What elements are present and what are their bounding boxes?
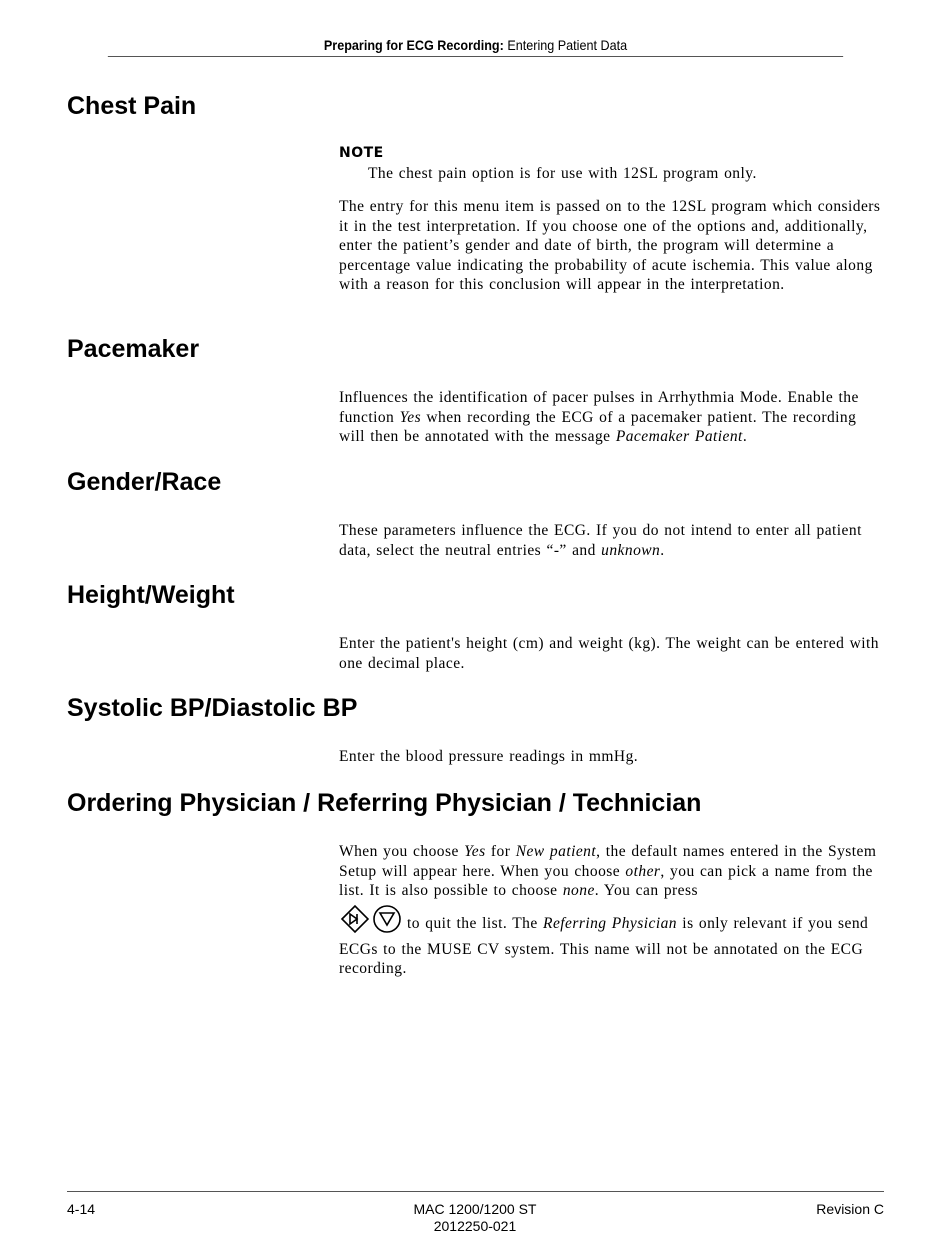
option-unknown: unknown — [601, 541, 661, 559]
blood-pressure-body: Enter the blood pressure readings in mmHg. — [339, 748, 639, 765]
note-label: NOTE — [339, 145, 384, 161]
heading-gender-race: Gender/Race — [67, 468, 222, 496]
heading-physicians: Ordering Physician / Referring Physician / Technician — [67, 789, 702, 817]
footer-part-number: 2012250-021 — [433, 1218, 517, 1234]
heading-pacemaker: Pacemaker — [67, 335, 200, 363]
message-pacemaker-patient: Pacemaker Patient — [615, 428, 743, 445]
footer-page-number: 4-14 — [67, 1201, 96, 1217]
heading-blood-pressure: Systolic BP/Diastolic BP — [67, 694, 358, 722]
pacemaker-body: Influences the identification of pacer pulses in Arrhythmia Mode. Enable the function Yes when recording the ECG of a pacemaker patient. The recording will then be annotated with the message Pacemaker Patient. — [339, 389, 859, 445]
heading-height-weight: Height/Weight — [67, 581, 235, 609]
diamond-arrow-key-icon — [342, 906, 368, 932]
footer-revision: Revision C — [816, 1201, 884, 1217]
option-yes: Yes — [399, 408, 422, 426]
header-section: Entering Patient Data — [503, 37, 628, 53]
stop-key-icon — [374, 906, 400, 932]
page-header — [108, 36, 843, 57]
note-text: The chest pain option is for use with 12SL program only. — [368, 165, 757, 182]
header-chapter: Preparing for ECG Recording: — [323, 37, 504, 53]
footer-rule — [67, 1191, 884, 1192]
key-icons — [339, 904, 403, 940]
chest-pain-body: The entry for this menu item is passed on to the 12SL program which considers it in the test interpretation. If you choose one of the options and, additionally, enter the patient’s gender and date of birth, the program will determine a percentage value indicating the probability of acute ischemia. This value along with a reason for this conclusion will appear in the interpretation. — [339, 198, 881, 293]
gender-race-body: These parameters influence the ECG. If you do not intend to enter all patient data, select the neutral entries “-” and unknown. — [339, 522, 862, 559]
footer-product-name: MAC 1200/1200 ST — [413, 1201, 537, 1217]
footer-product — [375, 1201, 575, 1235]
heading-chest-pain: Chest Pain — [67, 92, 197, 120]
physician-body-2: to quit the list. The Referring Physician is only relevant if you send ECGs to the MUSE CV system. This name will not be annotated on the ECG recording. — [339, 904, 887, 979]
physician-body-1: When you choose Yes for New patient, the default names entered in the System Setup will appear here. When you choose other, you can pick a name from the list. It is also possible to choose none. You can press — [339, 843, 877, 899]
height-weight-body: Enter the patient's height (cm) and weight (kg). The weight can be entered with one decimal place. — [339, 635, 880, 672]
